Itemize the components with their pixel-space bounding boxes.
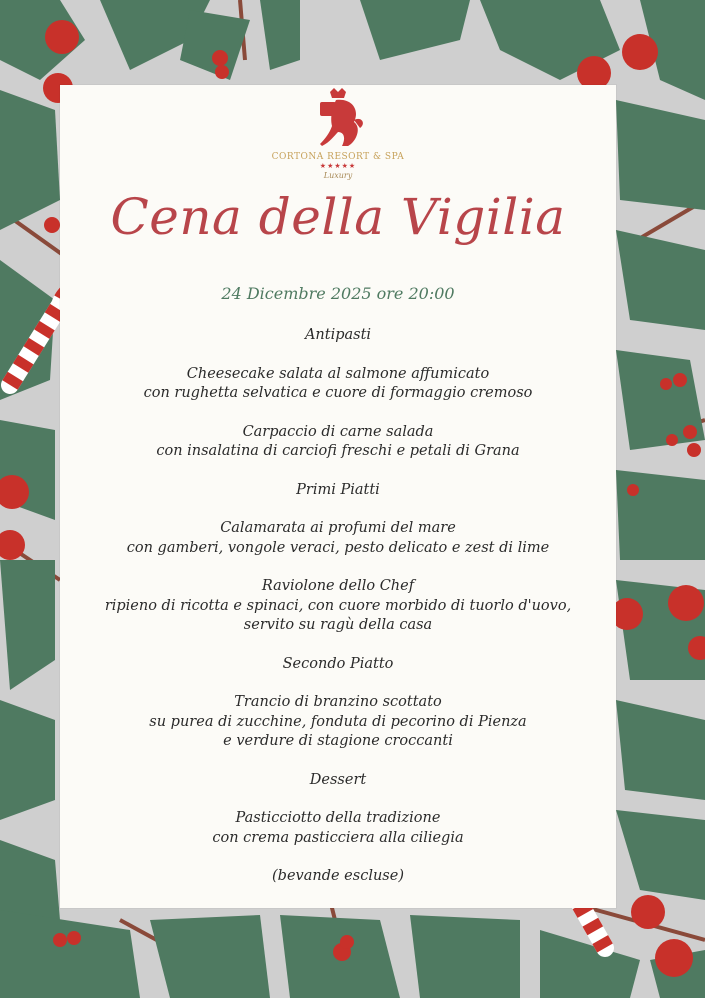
dish-name: Raviolone dello Chef [261,578,415,594]
drinks-note: (bevande escluse) [272,868,404,884]
page-title: Cena della Vigilia [110,188,566,246]
dish-name: Carpaccio di carne salada [242,423,434,440]
dish-name: Pasticciotto della tradizione [235,810,441,826]
dish-name: Trancio di branzino scottato [234,694,442,710]
dish-name: Calamarata ai profumi del mare [220,520,456,536]
section-heading: Secondo Piatto [282,655,394,672]
dish-description: con gamberi, vongole veraci, pesto delicato e zest di lime [126,539,550,556]
dish-description: con crema pasticciera alla ciliegia [212,829,464,846]
dish-description: ripieno di ricotta e spinaci, con cuore morbido di tuorlo d'uovo, [104,597,572,614]
dish-description: con rughetta selvatica e cuore di formaggio cremoso [143,385,533,401]
dish-item [60,809,616,848]
resort-name: CORTONA RESORT & SPA [271,152,405,162]
dish-item [60,365,616,404]
dish-description: e verdure di stagione croccanti [223,733,453,749]
section-heading: Antipasti [304,327,372,343]
dish-item [60,423,616,462]
lion-crest-icon [308,88,368,150]
dish-item [60,693,616,752]
dish-item [60,519,616,558]
event-date: 24 Dicembre 2025 ore 20:00 [221,284,455,303]
resort-logo [270,88,406,190]
dish-description: con insalatina di carciofi freschi e petali di Grana [156,443,520,459]
section-heading: Primi Piatti [296,481,380,498]
dish-name: Cheesecake salata al salmone affumicato [186,365,490,382]
dish-item [60,577,616,636]
section-heading: Dessert [309,771,367,788]
resort-tagline: Luxury [323,171,353,180]
menu-list [60,326,616,887]
dish-description: servito su ragù della casa [243,617,433,633]
dish-description: su purea di zucchine, fonduta di pecorino di Pienza [149,713,527,730]
rating-stars: ★★★★★ [319,162,357,170]
